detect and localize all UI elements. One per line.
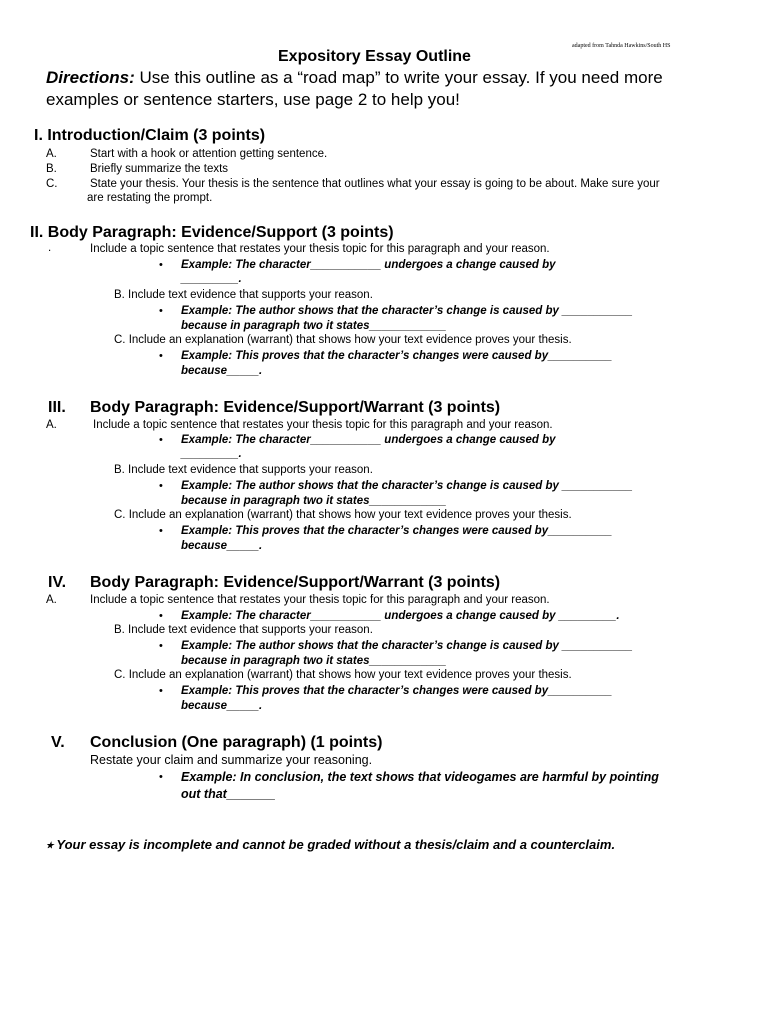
s2-example-3-cont: because_____. [181, 365, 263, 377]
s1-b-text: Briefly summarize the texts [90, 163, 229, 175]
bullet-icon: • [159, 305, 163, 317]
section-4-numeral: IV. [48, 574, 67, 591]
bullet-icon: • [159, 771, 163, 783]
directions-line-2: examples or sentence starters, use page 2 to help you! [46, 90, 460, 109]
s4-example-2: Example: The author shows that the character’s change is caused by ___________ [181, 640, 633, 652]
s3-example-1: Example: The character___________ undergoes a change caused by [181, 434, 556, 446]
s3-a-marker: A. [46, 419, 57, 431]
s3-example-2: Example: The author shows that the character’s change is caused by ___________ [181, 480, 633, 492]
section-3-numeral: III. [48, 399, 66, 416]
s5-item-text: Restate your claim and summarize your reasoning. [90, 753, 373, 767]
s1-b-marker: B. [46, 163, 57, 175]
page-title: Expository Essay Outline [278, 48, 471, 65]
bullet-icon: • [159, 480, 163, 492]
s1-c-marker: C. [46, 178, 58, 190]
s2-example-1: Example: The character___________ undergoes a change caused by [181, 259, 556, 271]
s4-example-1: Example: The character___________ undergoes a change caused by _________. [181, 610, 620, 622]
s3-c-text: C. Include an explanation (warrant) that shows how your text evidence proves your thesis. [114, 509, 572, 521]
s3-b-text: B. Include text evidence that supports your reason. [114, 464, 373, 476]
s3-example-3: Example: This proves that the character’s changes were caused by__________ [181, 525, 613, 537]
s4-example-2-cont: because in paragraph two it states____________ [181, 655, 447, 667]
s1-a-marker: A. [46, 148, 57, 160]
s3-example-3-cont: because_____. [181, 540, 263, 552]
s2-a-text: Include a topic sentence that restates your thesis topic for this paragraph and your reason. [90, 243, 550, 255]
s1-c-text-1: State your thesis. Your thesis is the sentence that outlines what your essay is going to be about. Make sure your [90, 178, 660, 190]
section-3-heading: Body Paragraph: Evidence/Support/Warrant (3 points) [90, 399, 501, 416]
directions-label: Directions: [46, 68, 135, 87]
s1-c-text-2: are restating the prompt. [87, 192, 213, 204]
s2-a-marker: . [48, 242, 52, 254]
credit-note: adapted from Tahnda Hawkins/South HS [572, 43, 671, 49]
section-5-numeral: V. [51, 734, 65, 751]
section-4-heading: Body Paragraph: Evidence/Support/Warrant (3 points) [90, 574, 501, 591]
s2-example-1-cont: _________. [181, 273, 242, 285]
s1-a-text: Start with a hook or attention getting sentence. [90, 148, 328, 160]
bullet-icon: • [159, 525, 163, 537]
s3-example-1-cont: _________. [181, 448, 242, 460]
s4-example-3-cont: because_____. [181, 700, 263, 712]
section-1-heading: I. Introduction/Claim (3 points) [34, 127, 266, 144]
bullet-icon: • [159, 685, 163, 697]
s3-example-2-cont: because in paragraph two it states____________ [181, 495, 447, 507]
s2-example-2: Example: The author shows that the character’s change is caused by ___________ [181, 305, 633, 317]
s4-a-text: Include a topic sentence that restates your thesis topic for this paragraph and your reason. [90, 594, 550, 606]
bullet-icon: • [159, 259, 163, 271]
s2-example-2-cont: because in paragraph two it states____________ [181, 320, 447, 332]
s2-example-3: Example: This proves that the character’s changes were caused by__________ [181, 350, 613, 362]
s4-a-marker: A. [46, 594, 57, 606]
s4-c-text: C. Include an explanation (warrant) that shows how your text evidence proves your thesis. [114, 669, 572, 681]
bullet-icon: • [159, 434, 163, 446]
s5-example-1-cont: out that_______ [181, 787, 276, 801]
directions-text-1: Use this outline as a “road map” to write your essay. If you need more [139, 68, 663, 87]
s4-b-text: B. Include text evidence that supports your reason. [114, 624, 373, 636]
s5-example-1: Example: In conclusion, the text shows that videogames are harmful by pointing [181, 770, 659, 784]
bullet-icon: • [159, 350, 163, 362]
bullet-icon: • [159, 640, 163, 652]
s4-example-3: Example: This proves that the character’s changes were caused by__________ [181, 685, 613, 697]
final-note: ⭑ Your essay is incomplete and cannot be graded without a thesis/claim and a counterclaim. [46, 837, 616, 852]
bullet-icon: • [159, 610, 163, 622]
directions-line-1 [46, 67, 663, 89]
section-2-heading: II. Body Paragraph: Evidence/Support (3 points) [30, 224, 394, 241]
s3-a-text: Include a topic sentence that restates your thesis topic for this paragraph and your reason. [93, 419, 553, 431]
s2-b-text: B. Include text evidence that supports your reason. [114, 289, 373, 301]
section-5-heading: Conclusion (One paragraph) (1 points) [90, 734, 383, 751]
s2-c-text: C. Include an explanation (warrant) that shows how your text evidence proves your thesis. [114, 334, 572, 346]
